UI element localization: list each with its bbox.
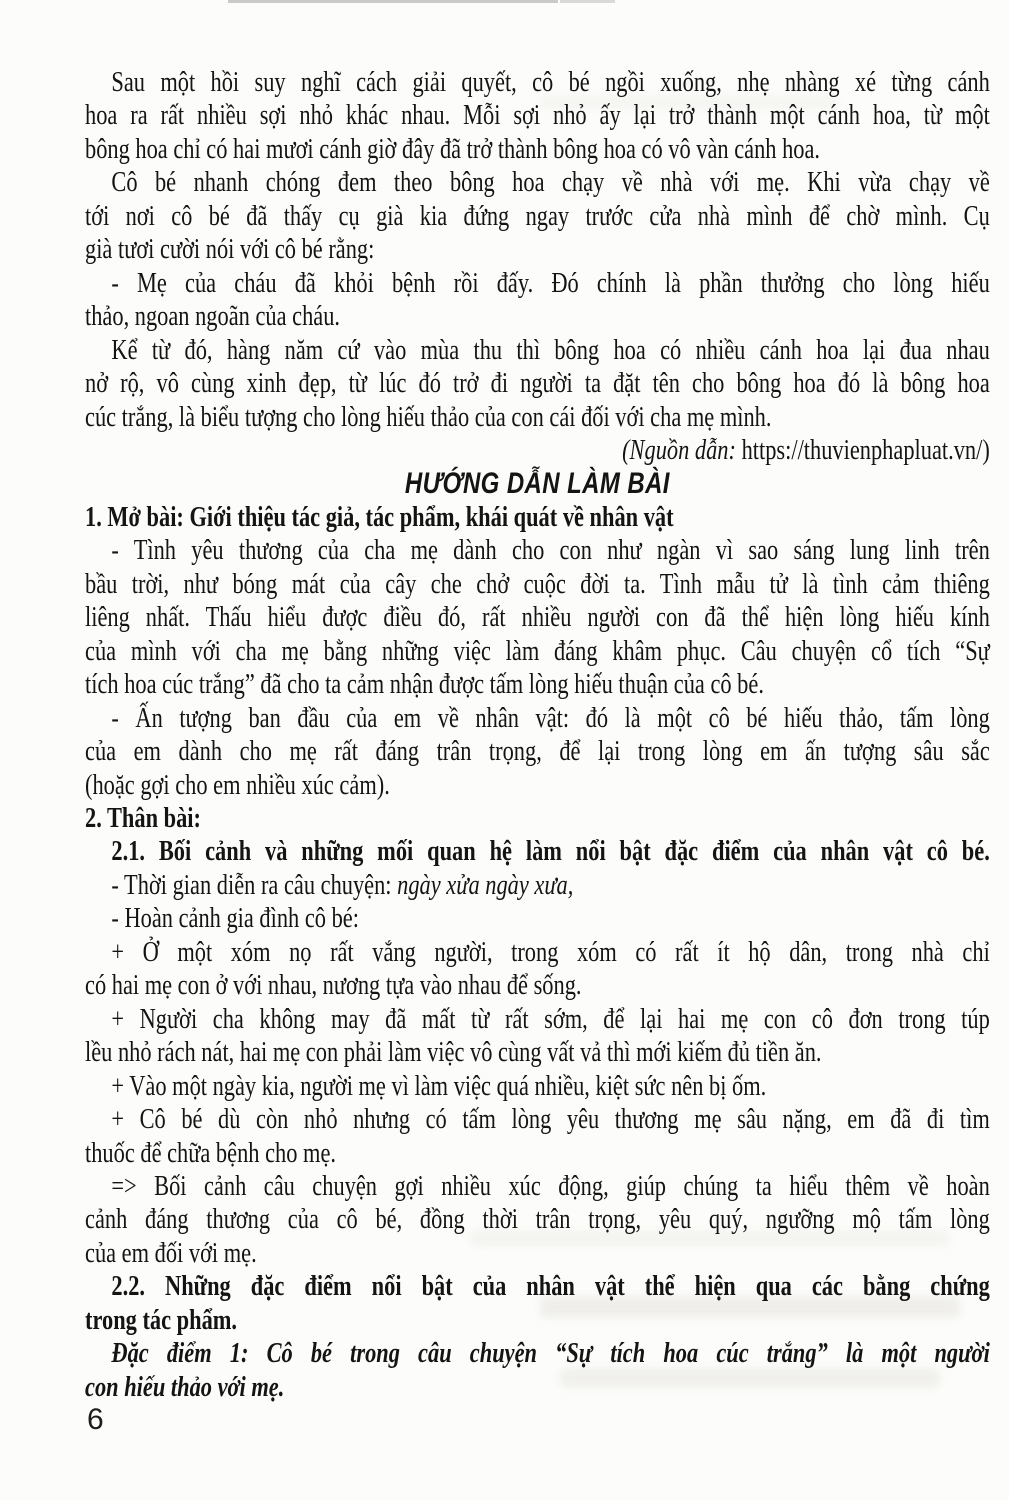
text-line <box>85 835 990 868</box>
heading-2-2 <box>85 1270 990 1337</box>
text-line <box>85 1170 990 1203</box>
text-line <box>85 1270 990 1303</box>
source-citation <box>85 434 990 467</box>
text-segment: cảnh đáng thương của cô bé, đồng thời trân trọng, yêu quý, ngưỡng mộ tấm lòng <box>85 1204 990 1236</box>
text-segment: - Hoàn cảnh gia đình cô bé: <box>111 903 359 935</box>
text-segment: của em đối với mẹ. <box>85 1237 257 1269</box>
text-segment: liêng nhất. Thấu hiểu được điều đó, rất nhiều người con đã thể hiện lòng hiếu kính <box>85 602 990 634</box>
text-segment: Cô bé nhanh chóng đem theo bông hoa chạy về nhà với mẹ. Khi vừa chạy về <box>111 167 990 199</box>
text-line <box>85 467 990 500</box>
text-segment: bầu trời, như bóng mát của cây che chở cuộc đời ta. Tình mẫu tử là tình cảm thiêng <box>85 568 990 600</box>
text-segment: lều nhỏ rách nát, hai mẹ con phải làm việc vô cùng vất vả thì mới kiếm đủ tiền ăn. <box>85 1037 822 1069</box>
scan-artifact <box>228 0 558 3</box>
section-title <box>85 467 990 500</box>
text-line <box>85 1070 990 1103</box>
text-line <box>85 334 990 367</box>
text-line <box>85 802 990 835</box>
story-paragraph <box>85 66 990 166</box>
text-segment: thuốc để chữa bệnh cho mẹ. <box>85 1137 336 1169</box>
text-segment: trong tác phẩm. <box>85 1304 238 1336</box>
text-line <box>85 1003 990 1036</box>
guide-item <box>85 902 990 935</box>
text-line <box>85 969 990 1002</box>
guide-paragraph <box>85 702 990 802</box>
text-segment: có hai mẹ con ở với nhau, nương tựa vào nhau để sống. <box>85 970 582 1002</box>
text-segment: bông hoa chỉ có hai mươi cánh giờ đây đã trở thành bông hoa có vô vàn cánh hoa. <box>85 133 821 165</box>
feature-1 <box>85 1337 990 1404</box>
text-line <box>85 534 990 567</box>
text-line <box>85 902 990 935</box>
text-line <box>85 99 990 132</box>
text-segment: https://thuvienphapluat.vn/) <box>735 434 990 466</box>
text-segment: con hiếu thảo với mẹ. <box>85 1371 285 1403</box>
text-segment: (hoặc gợi cho em nhiều xúc cảm). <box>85 769 390 801</box>
guide-item <box>85 869 990 902</box>
text-segment: (Nguồn dẫn: <box>622 434 736 466</box>
guide-conclusion <box>85 1170 990 1270</box>
text-segment: nở rộ, vô cùng xinh đẹp, từ lúc đó trở đi người ta đặt tên cho bông hoa đó là bông hoa <box>85 368 990 400</box>
text-line <box>85 501 990 534</box>
text-line <box>85 367 990 400</box>
text-segment: thảo, ngoan ngoãn của cháu. <box>85 301 341 333</box>
text-segment: 2.2. Những đặc điểm nổi bật của nhân vật thể hiện qua các bằng chứng <box>111 1271 990 1303</box>
text-segment: 2. Thân bài: <box>85 802 201 834</box>
text-line <box>85 1137 990 1170</box>
text-line <box>85 735 990 768</box>
text-line <box>85 769 990 802</box>
text-segment: tích hoa cúc trắng” đã cho ta cảm nhận được tấm lòng hiếu thuận của cô bé. <box>85 669 764 701</box>
text-line <box>85 635 990 668</box>
text-line <box>85 1203 990 1236</box>
scan-artifact <box>560 0 615 3</box>
text-segment: - Thời gian diễn ra câu chuyện: <box>111 869 398 901</box>
text-segment: + Ở một xóm nọ rất vắng người, trong xóm có rất ít hộ dân, trong nhà chỉ <box>111 936 990 968</box>
text-line <box>85 1337 990 1370</box>
text-line <box>85 1237 990 1270</box>
text-segment: già tươi cười nói với cô bé rằng: <box>85 234 375 266</box>
text-column <box>85 66 990 1404</box>
text-segment: Kể từ đó, hàng năm cứ vào mùa thu thì bông hoa có nhiều cánh hoa lại đua nhau <box>111 334 990 366</box>
text-segment: tới nơi cô bé đã thấy cụ già kia đứng ngay trước cửa nhà mình để chờ mình. Cụ <box>85 200 990 232</box>
text-line <box>85 601 990 634</box>
text-line <box>85 869 990 902</box>
text-segment: HƯỚNG DẪN LÀM BÀI <box>404 467 670 501</box>
text-line <box>85 568 990 601</box>
text-line <box>85 401 990 434</box>
text-segment: - Ấn tượng ban đầu của em về nhân vật: đó là một cô bé hiếu thảo, tấm lòng <box>111 702 990 734</box>
guide-subitem <box>85 1103 990 1170</box>
text-line <box>85 434 990 467</box>
story-dialogue <box>85 267 990 334</box>
heading-than-bai <box>85 802 990 835</box>
text-segment: => Bối cảnh câu chuyện gợi nhiều xúc động, giúp chúng ta hiểu thêm về hoàn <box>111 1170 990 1202</box>
text-line <box>85 233 990 266</box>
text-segment: Đặc điểm 1: Cô bé trong câu chuyện “Sự tích hoa cúc trắng” là một người <box>111 1338 990 1370</box>
text-line <box>85 66 990 99</box>
text-line <box>85 936 990 969</box>
text-line <box>85 133 990 166</box>
text-line <box>85 166 990 199</box>
text-segment: của em dành cho mẹ rất đáng trân trọng, để lại trong lòng em ấn tượng sâu sắc <box>85 736 990 768</box>
text-line <box>85 200 990 233</box>
page-number: 6 <box>87 1403 104 1436</box>
text-line <box>85 668 990 701</box>
text-segment: ngày xửa ngày xưa, <box>397 869 574 901</box>
heading-mo-bai <box>85 501 990 534</box>
text-segment: + Người cha không may đã mất từ rất sớm, để lại hai mẹ con cô đơn trong túp <box>111 1003 990 1035</box>
guide-subitem <box>85 936 990 1003</box>
guide-subitem <box>85 1003 990 1070</box>
text-segment: - Tình yêu thương của cha mẹ dành cho con như ngàn vì sao sáng lung linh trên <box>111 535 990 567</box>
text-segment: Sau một hồi suy nghĩ cách giải quyết, cô bé ngồi xuống, nhẹ nhàng xé từng cánh <box>111 67 990 98</box>
text-segment: + Vào một ngày kia, người mẹ vì làm việc quá nhiều, kiệt sức nên bị ốm. <box>111 1070 767 1102</box>
text-segment: 2.1. Bối cảnh và những mối quan hệ làm nổi bật đặc điểm của nhân vật cô bé. <box>111 836 990 868</box>
heading-2-1 <box>85 835 990 868</box>
text-line <box>85 1304 990 1337</box>
story-paragraph <box>85 166 990 266</box>
guide-subitem <box>85 1070 990 1103</box>
text-line <box>85 1036 990 1069</box>
text-line <box>85 267 990 300</box>
text-line <box>85 1103 990 1136</box>
text-segment: + Cô bé dù còn nhỏ nhưng có tấm lòng yêu thương mẹ sâu nặng, em đã đi tìm <box>111 1104 990 1136</box>
text-line <box>85 300 990 333</box>
text-segment: hoa ra rất nhiều sợi nhỏ khác nhau. Mỗi sợi nhỏ ấy lại trở thành một cánh hoa, từ một <box>85 100 990 132</box>
guide-paragraph <box>85 534 990 701</box>
text-line <box>85 1371 990 1404</box>
text-segment: của mình với cha mẹ bằng những việc làm đáng khâm phục. Câu chuyện cổ tích “Sự <box>85 635 990 667</box>
text-line <box>85 702 990 735</box>
text-segment: cúc trắng, là biểu tượng cho lòng hiếu thảo của con cái đối với cha mẹ mình. <box>85 401 772 433</box>
story-paragraph <box>85 334 990 434</box>
text-segment: 1. Mở bài: Giới thiệu tác giả, tác phẩm, khái quát về nhân vật <box>85 501 674 533</box>
text-segment: - Mẹ của cháu đã khỏi bệnh rồi đấy. Đó chính là phần thưởng cho lòng hiếu <box>111 267 990 299</box>
